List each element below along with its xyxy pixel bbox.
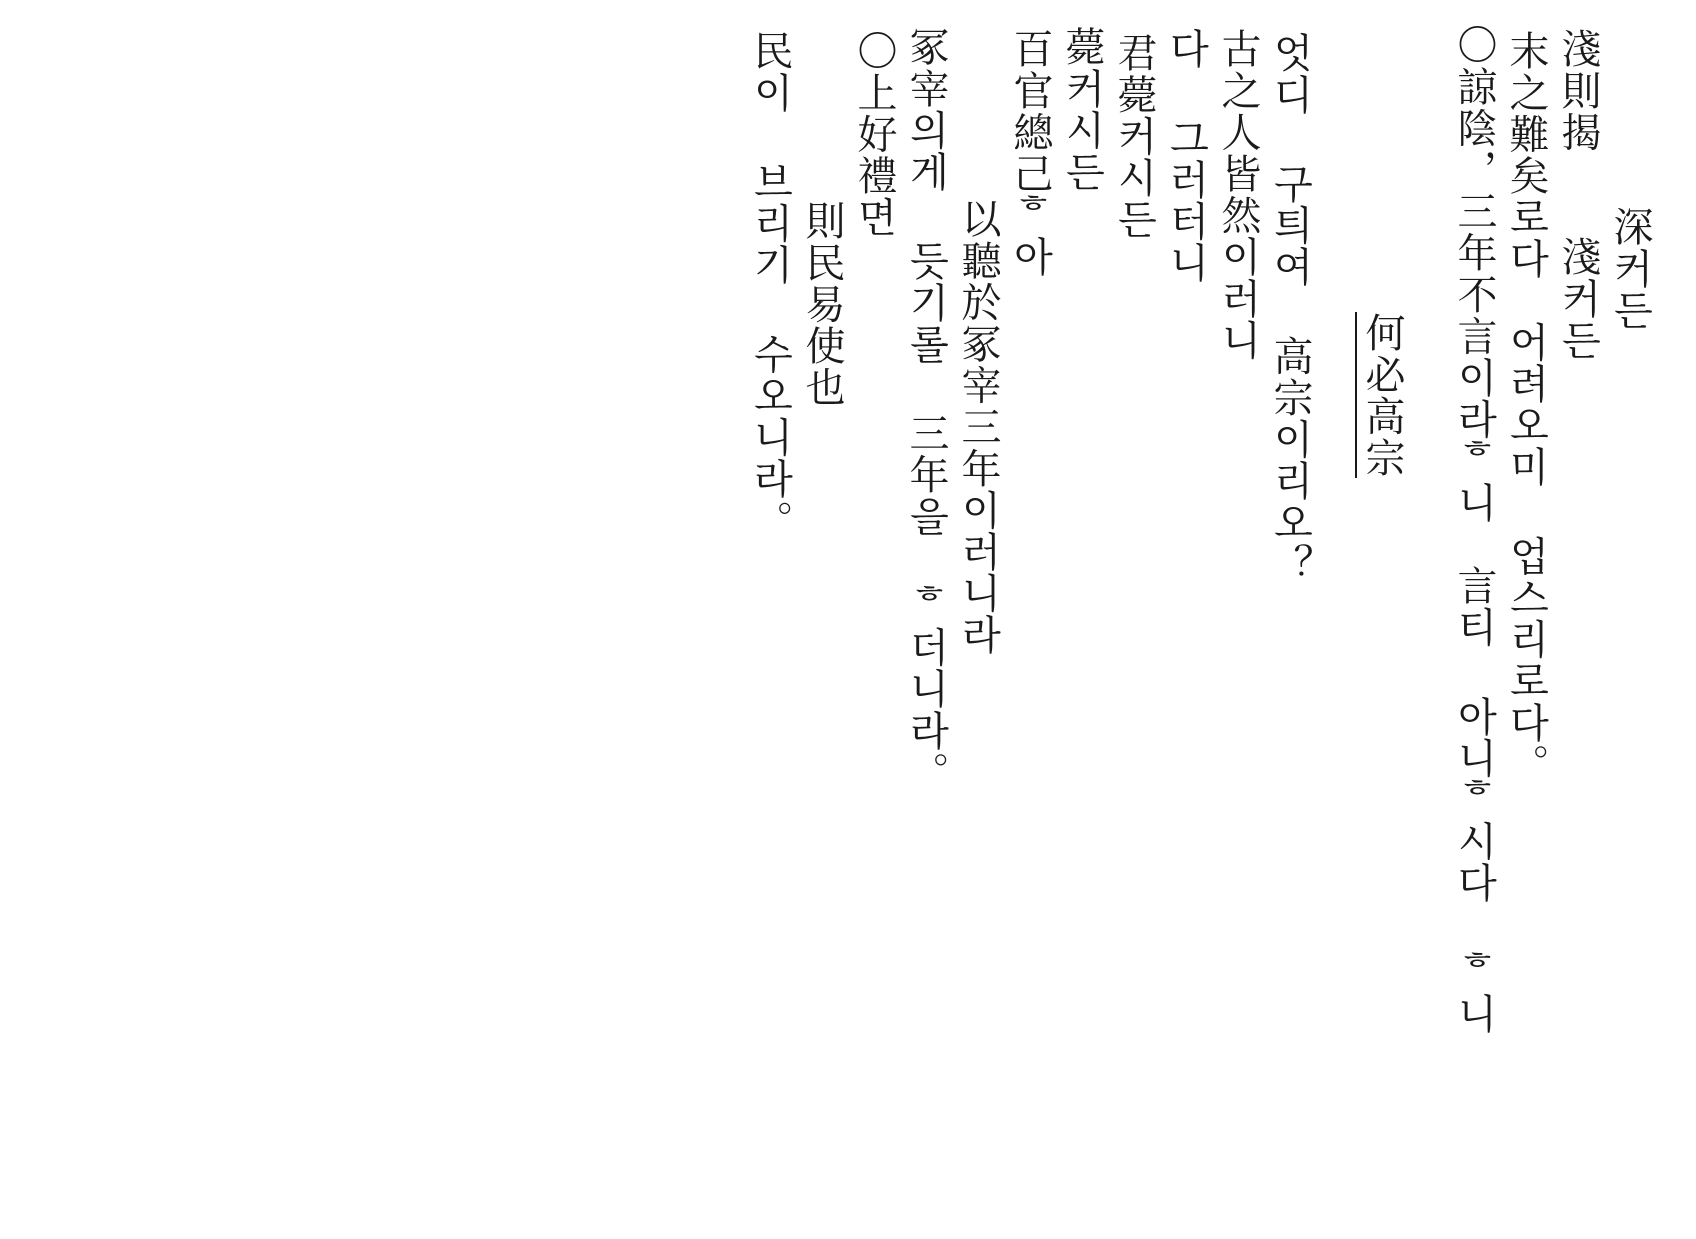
text-column: 則民易使也 xyxy=(799,200,845,408)
text-column: 深커든 xyxy=(1607,206,1653,331)
text-column: 民이 브리기 수오니라。 xyxy=(747,30,793,542)
text-column: 古之人皆然이러니 xyxy=(1215,28,1261,361)
text-column: 〇諒陰，三年不言이라ᄒ니 言티 아니ᄒ시다 ᄒ니 xyxy=(1451,24,1497,1035)
text-column: 末之難矣로다 어려오미 업스리로다。 xyxy=(1503,30,1549,785)
text-column: 〇上好禮면 xyxy=(851,30,897,238)
text-column: 冢宰의게 듯기롤 三年을 ᄒ더니라。 xyxy=(903,26,949,793)
text-column: 百官總己ᄒ아 xyxy=(1007,28,1053,278)
text-column: 엇디 구틔여 高宗이리오？ xyxy=(1267,32,1313,585)
text-column: 薨커시든 xyxy=(1059,26,1105,193)
vertical-text-columns xyxy=(30,10,1656,1229)
text-column: 君薨커시든 xyxy=(1111,32,1157,240)
text-column: 以聽於冢宰三年이러니라 xyxy=(955,198,1001,656)
proper-noun-mark: 何必高宗 xyxy=(1355,312,1405,478)
text-column: 다 그러터니 xyxy=(1163,28,1209,284)
text-column: 淺則揭 淺커든 xyxy=(1555,28,1601,361)
text-column-marked xyxy=(1316,10,1448,1229)
